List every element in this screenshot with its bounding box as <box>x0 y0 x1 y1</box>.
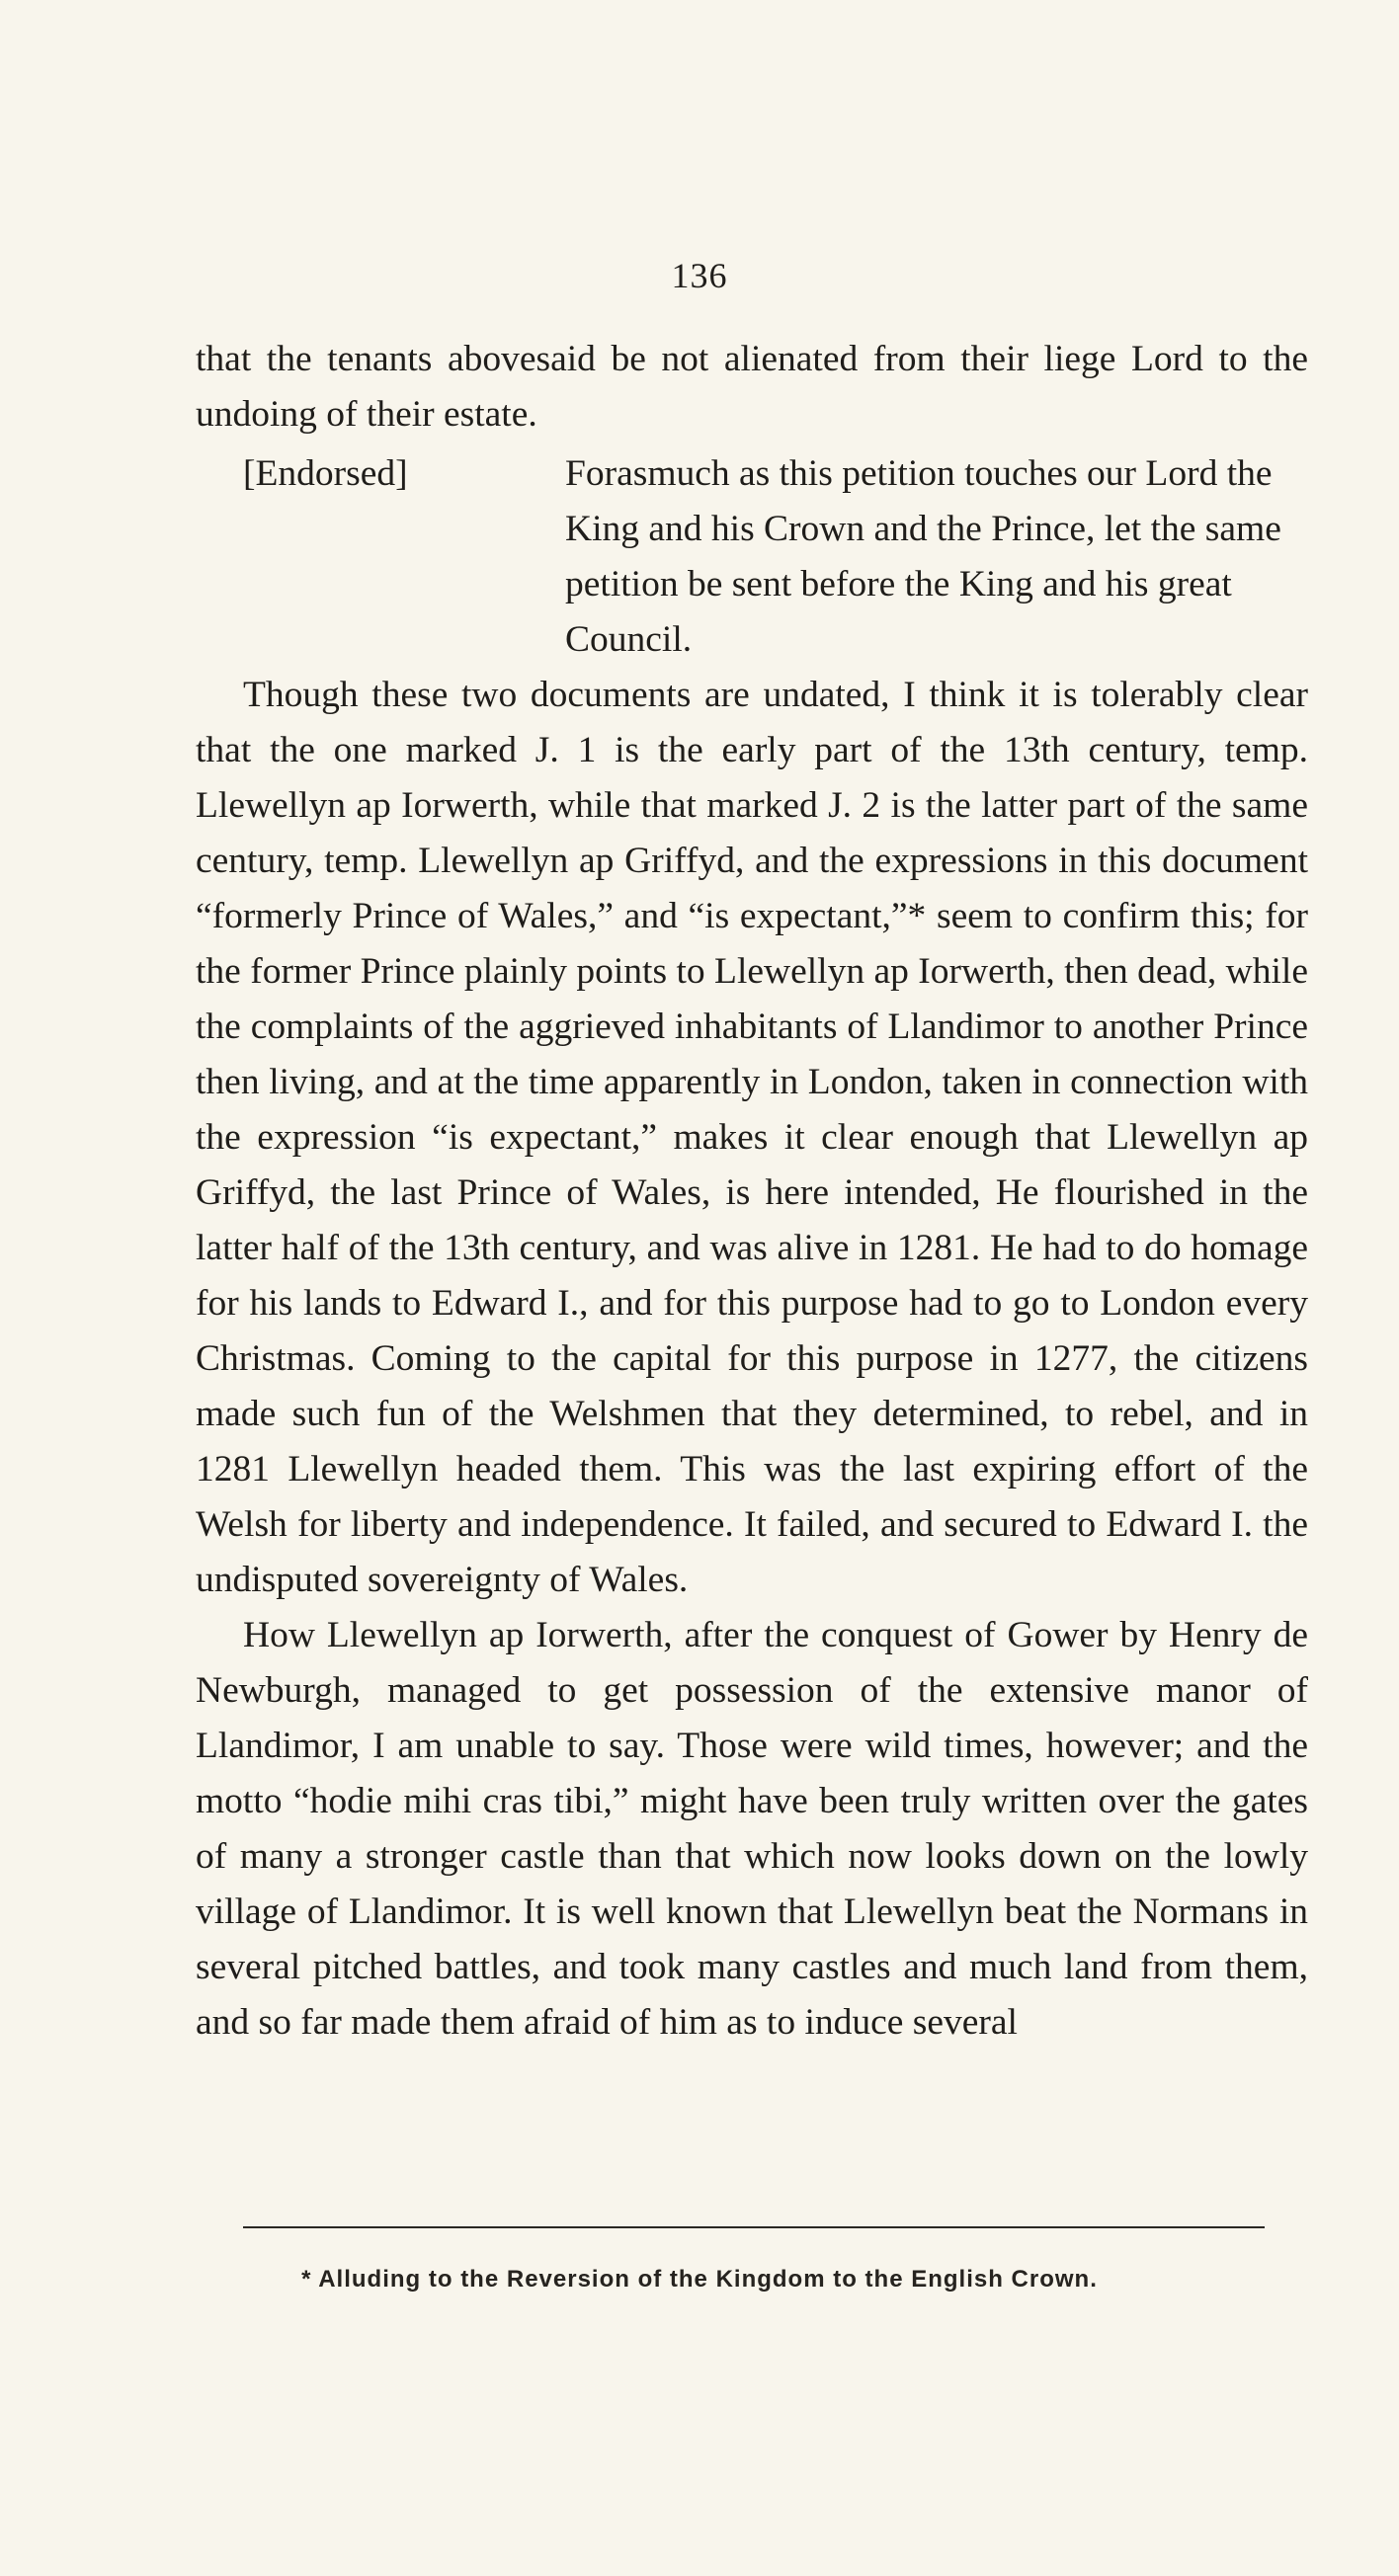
endorsed-label: [Endorsed] <box>243 453 408 494</box>
opening-paragraph <box>196 332 1308 443</box>
main-body <box>196 668 1308 2051</box>
endorsed-text: Forasmuch as this petition touches our Lord the King and his Crown and the Prince, let the same petition be sent before the King and his great Council. <box>565 453 1281 660</box>
opening-text: that the tenants abovesaid be not alienated from their liege Lord to the undoing of their estate. <box>196 339 1308 435</box>
paragraph-2: How Llewellyn ap Iorwerth, after the conquest of Gower by Henry de Newburgh, managed to get possession of the extensive manor of Llandimor, I am unable to say. Those were wild times, however; and the motto “hodie mihi cras tibi,” might have been truly written over the gates of many a stronger castle than that which now looks down on the lowly village of Llandimor. It is well known that Llewellyn beat the Normans in several pitched battles, and took many castles and much land from them, and so far made them afraid of him as to induce several <box>196 1615 1308 2043</box>
footnote-divider <box>243 2226 1265 2228</box>
page-number: 136 <box>671 256 728 295</box>
paragraph-1: Though these two documents are undated, I think it is tolerably clear that the one marked J. 1 is the early part of the 13th century, temp. Llewellyn ap Iorwerth, while that marked J. 2 is the latter part of the same century, temp. Llewellyn ap Griffyd, and the expressions in this document “formerly Prince of Wales,” and “is expectant,”* seem to confirm this; for the former Prince plainly points to Llewellyn ap Iorwerth, then dead, while the complaints of the aggrieved inhabitants of Llandimor to another Prince then living, and at the time apparently in London, taken in connection with the expression “is expectant,” makes it clear enough that Llewellyn ap Griffyd, the last Prince of Wales, is here intended, He flourished in the latter half of the 13th century, and was alive in 1281. He had to do homage for his lands to Edward I., and for this purpose had to go to London every Christmas. Coming to the capital for this purpose in 1277, the citizens made such fun of the Welshmen that they determined, to rebel, and in 1281 Llewellyn headed them. This was the last expiring effort of the Welsh for liberty and independence. It failed, and secured to Edward I. the undisputed sovereignty of Wales. <box>196 675 1308 1600</box>
footnote: * Alluding to the Reversion of the Kingdom to the English Crown. <box>301 2266 1098 2293</box>
